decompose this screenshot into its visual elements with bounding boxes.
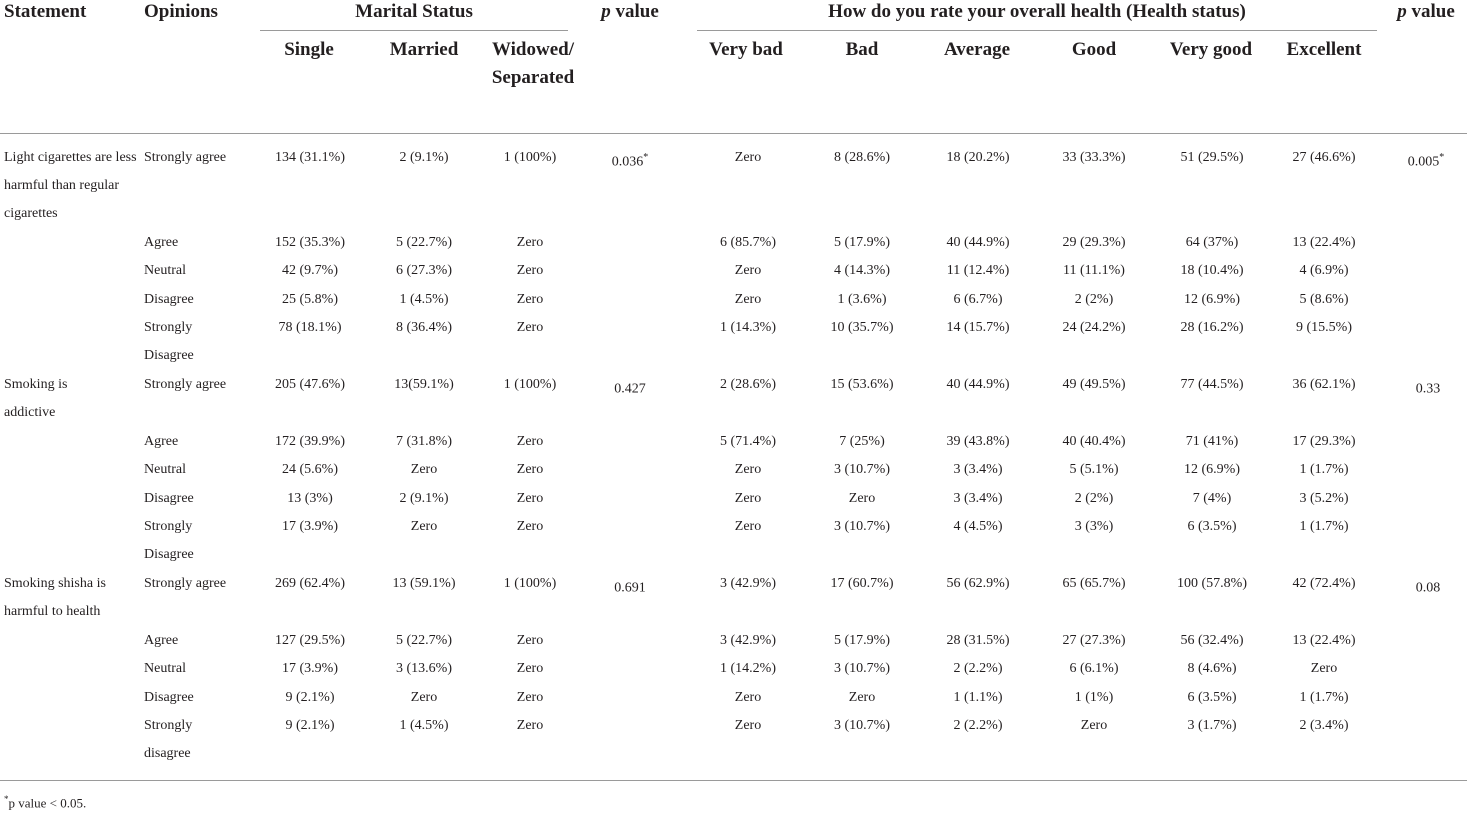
cell-married: 13(59.1%) bbox=[394, 377, 454, 392]
cell-good: 1 (1%) bbox=[1074, 690, 1114, 705]
cell-average: 28 (31.5%) bbox=[946, 633, 1010, 648]
cell-very-good: 18 (10.4%) bbox=[1180, 263, 1244, 278]
cell-good: Zero bbox=[1080, 718, 1108, 733]
statement-shisha-harmful: Smoking shisha is harmful to health bbox=[4, 576, 106, 619]
col-separated: Separated bbox=[491, 67, 575, 88]
cell-bad: 7 (25%) bbox=[839, 434, 885, 449]
cell-widowed: Zero bbox=[516, 491, 544, 506]
cell-very-bad: Zero bbox=[734, 150, 762, 165]
cell-very-bad: 1 (14.3%) bbox=[720, 320, 776, 335]
cell-married: 5 (22.7%) bbox=[396, 235, 452, 250]
col-single: Single bbox=[284, 39, 334, 60]
cell-widowed: Zero bbox=[516, 263, 544, 278]
cell-married: 1 (4.5%) bbox=[399, 718, 449, 733]
opinion-label: Agree bbox=[144, 633, 179, 648]
cell-good: 27 (27.3%) bbox=[1062, 633, 1126, 648]
opinion-label: Neutral bbox=[144, 661, 186, 676]
p-value-health: 0.005* bbox=[1407, 152, 1445, 170]
cell-widowed: 1 (100%) bbox=[503, 576, 557, 591]
cell-single: 25 (5.8%) bbox=[282, 292, 338, 307]
cell-widowed: Zero bbox=[516, 690, 544, 705]
cell-very-good: 51 (29.5%) bbox=[1180, 150, 1244, 165]
cell-bad: Zero bbox=[848, 690, 876, 705]
cell-married: 13 (59.1%) bbox=[392, 576, 456, 591]
cell-very-bad: Zero bbox=[734, 292, 762, 307]
cell-bad: 10 (35.7%) bbox=[830, 320, 894, 335]
cell-very-good: 64 (37%) bbox=[1185, 235, 1239, 250]
cell-very-bad: 6 (85.7%) bbox=[720, 235, 776, 250]
opinion-label: Disagree bbox=[144, 690, 194, 705]
cell-average: 14 (15.7%) bbox=[946, 320, 1010, 335]
opinion-label: Strongly agree bbox=[144, 150, 227, 165]
cell-very-good: 100 (57.8%) bbox=[1177, 576, 1247, 591]
p-value-health: 0.33 bbox=[1415, 381, 1441, 397]
statement-smoking-addictive: Smoking is addictive bbox=[4, 377, 68, 420]
cell-bad: 17 (60.7%) bbox=[830, 576, 894, 591]
opinion-label: Strongly agree bbox=[144, 377, 227, 392]
cell-widowed: Zero bbox=[516, 661, 544, 676]
cell-average: 11 (12.4%) bbox=[946, 263, 1010, 278]
p-value-marital: 0.427 bbox=[614, 381, 646, 397]
cell-good: 24 (24.2%) bbox=[1062, 320, 1126, 335]
cell-very-good: 71 (41%) bbox=[1185, 434, 1239, 449]
opinion-label: Neutral bbox=[144, 263, 186, 278]
cell-widowed: Zero bbox=[516, 519, 544, 534]
cell-excellent: 4 (6.9%) bbox=[1299, 263, 1349, 278]
cell-average: 2 (2.2%) bbox=[953, 661, 1003, 676]
p-value-marital: 0.036* bbox=[611, 152, 649, 170]
cell-single: 269 (62.4%) bbox=[275, 576, 345, 591]
cell-single: 172 (39.9%) bbox=[275, 434, 345, 449]
cell-very-good: 8 (4.6%) bbox=[1187, 661, 1237, 676]
cell-very-good: 7 (4%) bbox=[1192, 491, 1232, 506]
cell-average: 6 (6.7%) bbox=[953, 292, 1003, 307]
statement-light-cigarettes: Light cigarettes are less harmful than regular cigarettes bbox=[4, 150, 137, 221]
cell-very-bad: Zero bbox=[734, 462, 762, 477]
cell-single: 205 (47.6%) bbox=[275, 377, 345, 392]
cell-average: 3 (3.4%) bbox=[953, 491, 1003, 506]
cell-very-good: 77 (44.5%) bbox=[1180, 377, 1244, 392]
cell-average: 2 (2.2%) bbox=[953, 718, 1003, 733]
cell-excellent: 36 (62.1%) bbox=[1292, 377, 1356, 392]
cell-bad: 15 (53.6%) bbox=[830, 377, 894, 392]
cell-excellent: 5 (8.6%) bbox=[1299, 292, 1349, 307]
cell-excellent: 13 (22.4%) bbox=[1292, 633, 1356, 648]
cell-bad: 8 (28.6%) bbox=[834, 150, 890, 165]
cell-married: 8 (36.4%) bbox=[396, 320, 452, 335]
opinion-label: Agree bbox=[144, 235, 179, 250]
col-bad: Bad bbox=[845, 39, 879, 60]
cell-widowed: 1 (100%) bbox=[503, 150, 557, 165]
cell-widowed: Zero bbox=[516, 434, 544, 449]
opinion-label: Strongly Disagree bbox=[144, 519, 194, 562]
cell-married: 2 (9.1%) bbox=[399, 150, 449, 165]
col-widowed: Widowed/ bbox=[491, 39, 575, 60]
cell-bad: 5 (17.9%) bbox=[834, 235, 890, 250]
cell-single: 17 (3.9%) bbox=[282, 519, 338, 534]
opinion-label: Agree bbox=[144, 434, 179, 449]
cell-very-bad: Zero bbox=[734, 690, 762, 705]
cell-very-good: 6 (3.5%) bbox=[1187, 519, 1237, 534]
cell-excellent: 1 (1.7%) bbox=[1299, 462, 1349, 477]
col-average: Average bbox=[943, 39, 1011, 60]
cell-very-good: 56 (32.4%) bbox=[1180, 633, 1244, 648]
cell-widowed: Zero bbox=[516, 235, 544, 250]
cell-married: 7 (31.8%) bbox=[396, 434, 452, 449]
opinion-label: Disagree bbox=[144, 292, 194, 307]
cell-married: 5 (22.7%) bbox=[396, 633, 452, 648]
header-bottom-rule bbox=[0, 133, 1467, 134]
cell-very-good: 12 (6.9%) bbox=[1184, 462, 1240, 477]
health-group-rule bbox=[697, 30, 1377, 31]
cell-very-bad: Zero bbox=[734, 718, 762, 733]
cell-single: 24 (5.6%) bbox=[282, 462, 338, 477]
cell-excellent: Zero bbox=[1310, 661, 1338, 676]
cell-very-bad: 3 (42.9%) bbox=[720, 633, 776, 648]
cell-bad: 3 (10.7%) bbox=[834, 462, 890, 477]
cell-good: 3 (3%) bbox=[1074, 519, 1114, 534]
cell-excellent: 13 (22.4%) bbox=[1292, 235, 1356, 250]
cell-average: 40 (44.9%) bbox=[946, 377, 1010, 392]
cell-very-bad: 3 (42.9%) bbox=[720, 576, 776, 591]
col-very-bad: Very bad bbox=[709, 39, 783, 60]
cell-married: Zero bbox=[410, 690, 438, 705]
footnote: *p value < 0.05. bbox=[4, 794, 87, 811]
cell-good: 6 (6.1%) bbox=[1069, 661, 1119, 676]
cell-bad: 1 (3.6%) bbox=[837, 292, 887, 307]
header-marital-status: Marital Status bbox=[355, 1, 473, 22]
cell-widowed: Zero bbox=[516, 292, 544, 307]
p-value-health: 0.08 bbox=[1415, 580, 1441, 596]
cell-bad: 5 (17.9%) bbox=[834, 633, 890, 648]
opinion-label: Disagree bbox=[144, 491, 194, 506]
cell-bad: Zero bbox=[848, 491, 876, 506]
cell-good: 33 (33.3%) bbox=[1062, 150, 1126, 165]
cell-good: 11 (11.1%) bbox=[1063, 263, 1125, 278]
cell-very-good: 3 (1.7%) bbox=[1187, 718, 1237, 733]
cell-widowed: Zero bbox=[516, 633, 544, 648]
cell-average: 1 (1.1%) bbox=[953, 690, 1003, 705]
cell-widowed: Zero bbox=[516, 718, 544, 733]
cell-married: 3 (13.6%) bbox=[396, 661, 452, 676]
cell-good: 5 (5.1%) bbox=[1069, 462, 1119, 477]
cell-average: 4 (4.5%) bbox=[953, 519, 1003, 534]
cell-bad: 3 (10.7%) bbox=[834, 718, 890, 733]
opinion-label: Strongly agree bbox=[144, 576, 227, 591]
cell-excellent: 2 (3.4%) bbox=[1299, 718, 1349, 733]
cell-average: 18 (20.2%) bbox=[946, 150, 1010, 165]
cell-excellent: 3 (5.2%) bbox=[1299, 491, 1349, 506]
cell-married: 1 (4.5%) bbox=[399, 292, 449, 307]
cell-very-good: 12 (6.9%) bbox=[1184, 292, 1240, 307]
p-value-marital: 0.691 bbox=[614, 580, 646, 596]
cell-excellent: 27 (46.6%) bbox=[1292, 150, 1356, 165]
cell-average: 40 (44.9%) bbox=[946, 235, 1010, 250]
col-good: Good bbox=[1071, 39, 1117, 60]
cell-single: 152 (35.3%) bbox=[275, 235, 345, 250]
cell-single: 42 (9.7%) bbox=[282, 263, 338, 278]
cell-good: 2 (2%) bbox=[1074, 491, 1114, 506]
cell-excellent: 17 (29.3%) bbox=[1292, 434, 1356, 449]
cell-very-bad: 1 (14.2%) bbox=[720, 661, 776, 676]
cell-average: 56 (62.9%) bbox=[946, 576, 1010, 591]
cell-married: 2 (9.1%) bbox=[399, 491, 449, 506]
cell-good: 65 (65.7%) bbox=[1062, 576, 1126, 591]
cell-average: 3 (3.4%) bbox=[953, 462, 1003, 477]
cell-very-bad: 5 (71.4%) bbox=[720, 434, 776, 449]
col-married: Married bbox=[389, 39, 459, 60]
table-bottom-rule bbox=[0, 780, 1467, 781]
header-health-status: How do you rate your overall health (Health status) bbox=[828, 1, 1246, 22]
cell-bad: 3 (10.7%) bbox=[834, 519, 890, 534]
cell-very-good: 6 (3.5%) bbox=[1187, 690, 1237, 705]
cell-good: 49 (49.5%) bbox=[1062, 377, 1126, 392]
cell-bad: 3 (10.7%) bbox=[834, 661, 890, 676]
cell-single: 13 (3%) bbox=[287, 491, 333, 506]
cell-single: 9 (2.1%) bbox=[285, 718, 335, 733]
cell-excellent: 1 (1.7%) bbox=[1299, 690, 1349, 705]
header-opinions: Opinions bbox=[144, 1, 218, 22]
marital-group-rule bbox=[260, 30, 568, 31]
col-excellent: Excellent bbox=[1286, 39, 1362, 60]
opinion-label: Strongly Disagree bbox=[144, 320, 194, 363]
cell-very-bad: 2 (28.6%) bbox=[720, 377, 776, 392]
cell-good: 29 (29.3%) bbox=[1062, 235, 1126, 250]
cell-single: 9 (2.1%) bbox=[285, 690, 335, 705]
opinion-label: Neutral bbox=[144, 462, 186, 477]
cell-bad: 4 (14.3%) bbox=[834, 263, 890, 278]
cell-excellent: 9 (15.5%) bbox=[1296, 320, 1352, 335]
header-p-value-marital: p value bbox=[601, 1, 659, 22]
header-p-value-health: p value bbox=[1397, 1, 1455, 22]
cell-single: 134 (31.1%) bbox=[275, 150, 345, 165]
cell-single: 17 (3.9%) bbox=[282, 661, 338, 676]
cell-excellent: 1 (1.7%) bbox=[1299, 519, 1349, 534]
cell-average: 39 (43.8%) bbox=[946, 434, 1010, 449]
cell-very-bad: Zero bbox=[734, 491, 762, 506]
header-statement: Statement bbox=[4, 1, 87, 22]
cell-excellent: 42 (72.4%) bbox=[1292, 576, 1356, 591]
cell-married: Zero bbox=[410, 519, 438, 534]
col-very-good: Very good bbox=[1169, 39, 1253, 60]
cell-widowed: Zero bbox=[516, 462, 544, 477]
cell-very-bad: Zero bbox=[734, 519, 762, 534]
cell-single: 78 (18.1%) bbox=[278, 320, 342, 335]
cell-widowed: Zero bbox=[516, 320, 544, 335]
cell-very-good: 28 (16.2%) bbox=[1180, 320, 1244, 335]
cell-very-bad: Zero bbox=[734, 263, 762, 278]
cell-widowed: 1 (100%) bbox=[503, 377, 557, 392]
cell-married: 6 (27.3%) bbox=[396, 263, 452, 278]
cell-single: 127 (29.5%) bbox=[275, 633, 345, 648]
cell-good: 2 (2%) bbox=[1074, 292, 1114, 307]
opinion-label: Strongly disagree bbox=[144, 718, 193, 761]
cell-married: Zero bbox=[410, 462, 438, 477]
cell-good: 40 (40.4%) bbox=[1062, 434, 1126, 449]
